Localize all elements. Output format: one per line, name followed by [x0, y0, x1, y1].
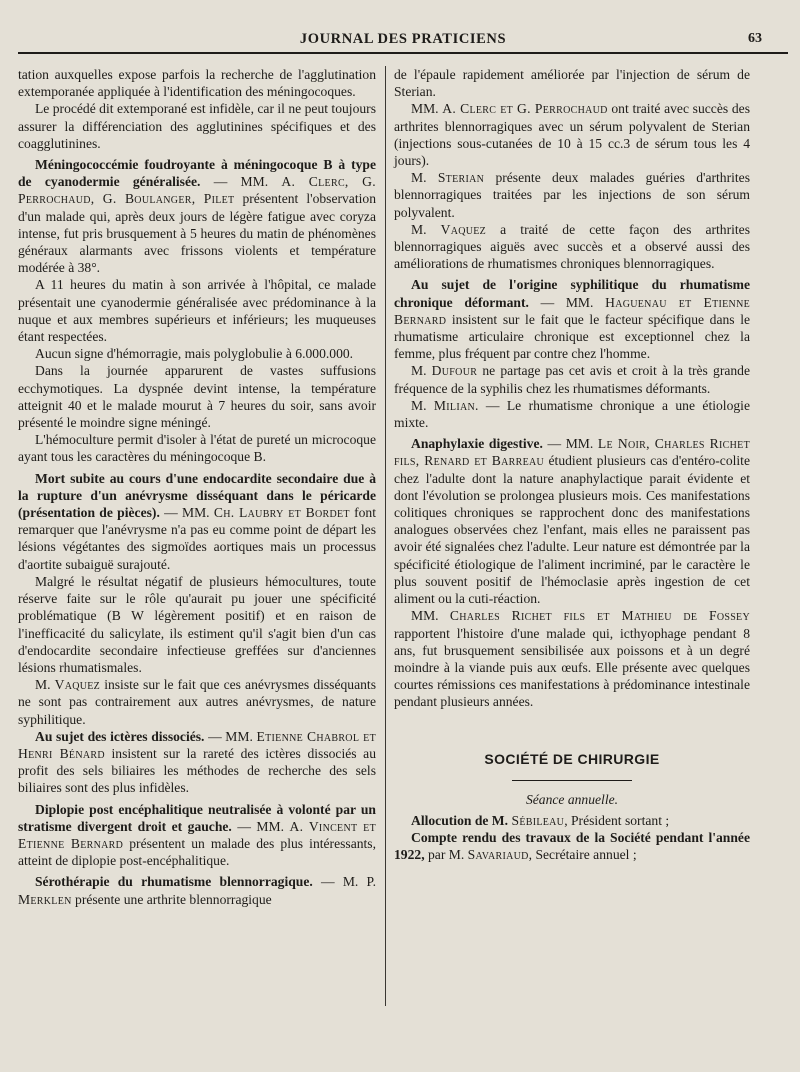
paragraph: Le procédé dit extemporané est infidèle, car il ne peut toujours assurer la différenciation des agglutinines spécifiques et des coagglutinines. [18, 101, 376, 151]
paragraph [394, 397, 750, 431]
communication-title: Anaphylaxie digestive. [411, 436, 543, 452]
authors: Vaquez [440, 221, 487, 237]
communication-title: Diplopie post encéphalitique neutralisée à volonté par un stratisme divergent droit et gauche. [18, 801, 376, 834]
paragraph [18, 676, 376, 728]
authors: Etienne Chabrol et Henri Bénard [18, 728, 376, 761]
paragraph [394, 362, 750, 396]
communication-title: Au sujet des ictères dissociés. [35, 728, 205, 744]
paragraph: tation auxquelles expose parfois la recherche de l'agglutination extemporanée appliquée à l'identification des méningocoques. [18, 67, 376, 100]
divider [512, 780, 632, 781]
authors: Dufour [431, 363, 478, 379]
paragraph: Malgré le résultat négatif de plusieurs hémocultures, toute réserve faite sur le rôle qu'aurait pu jouer une spécificité problématique (B W légèrement positif) et en raison de l'inefficacité du salicylate, ils estiment qu'il s'agit bien d'un cas d'endocardite secondaire infectieuse greffées sur d'anciennes lésions rhumatismales. [18, 573, 376, 675]
agenda-item [394, 812, 750, 829]
communication-icteres [18, 728, 376, 797]
communication-text: présentent un malade des plus intéressants, atteint de diplopie post-encéphalitique. [18, 835, 376, 869]
prefix-text: M. [411, 397, 434, 413]
communication-text: ont traité avec succès des arthrites blennorragiques avec un sérum polyvalent de Sterian (injections sous-cutanées de 10 à 15 cc.3 de sérum tous les 4 jours). [394, 101, 750, 169]
session-title: Séance annuelle. [525, 791, 619, 807]
communication-anaphylaxie [394, 435, 750, 607]
dash-text: — MM. [200, 174, 282, 190]
communication-text: a traité de cette façon des arthrites blennorragiques aiguës avec succès et a observé aussi des améliorations de rhumatismes chroniques blennorragiques. [394, 221, 750, 272]
suffix-text: , Président sortant ; [564, 812, 670, 828]
communication-text: présente une arthrite blennorragique [71, 891, 272, 907]
agenda-title: Compte rendu des travaux de la Société pendant l'année 1922, [394, 830, 750, 863]
paragraph [394, 221, 750, 273]
paragraph: L'hémoculture permit d'isoler à l'état de pureté un microcoque ayant tous les caractères du méningocoque B. [18, 432, 376, 465]
communication-text: ne partage pas cet avis et croit à la très grande fréquence de la syphilis chez les rhumatismes déformants. [394, 363, 751, 396]
communication-text: présentent l'observation d'un malade qui, après deux jours de légère fatigue avec coryza intense, fut pris brusquement à 5 heures du matin de phénomènes généraux alarmants avec frissons violents et température modérée à 38°. [18, 191, 376, 276]
dash-text: — M. P. [312, 874, 376, 890]
communication-title: Sérothérapie du rhumatisme blennorragique. [35, 874, 313, 890]
communication-text: insistent sur la rareté des ictères dissociés au profit des sels biliaires les méthodes de recherche des sels biliaires sont des plus infidèles. [18, 745, 376, 796]
communication-rhumatisme-deformant [394, 276, 750, 362]
column-divider [385, 66, 386, 1006]
communication-title: Méningococcémie foudroyante à méningocoque B à type de cyanodermie généralisée. [18, 157, 376, 190]
communication-text: insiste sur le fait que ces anévrysmes disséquants ne sont pas contrairement aux autres anévrysmes, de nature syphilitique. [18, 677, 376, 727]
paragraph [394, 100, 750, 169]
page-number: 63 [748, 31, 762, 46]
prefix-text: Allocution de M. [411, 812, 512, 828]
authors: Haguenau et Etienne Bernard [394, 294, 751, 327]
prefix-text: M. [35, 677, 55, 693]
paragraph: de l'épaule rapidement améliorée par l'injection de sérum de Sterian. [394, 67, 750, 100]
section-title: SOCIÉTÉ DE CHIRURGIE [484, 750, 660, 767]
authors: A. Clerc, G. Perrochaud, G. Boulanger, Pilet [18, 174, 376, 207]
authors: A. Clerc et G. Perrochaud [442, 101, 608, 117]
communication-text: insistent sur le fait que le facteur spécifique dans le rhumatisme articulaire chronique est exceptionnel chez la femme, plus fréquent par contre chez l'homme. [394, 311, 750, 362]
paragraph [394, 169, 750, 221]
authors: Vaquez [54, 677, 101, 693]
dash-text: — MM. [159, 505, 214, 521]
right-column [394, 66, 750, 864]
communication-serotherapie [18, 873, 376, 907]
suffix-text: , Secrétaire annuel ; [528, 847, 637, 863]
prefix-text: MM. [411, 608, 450, 624]
prefix-text: M. [411, 363, 432, 379]
communication-text: présente deux malades guéries d'arthrites blennorragiques traitées par les injections de son sérum polyvalent. [394, 170, 750, 220]
communication-diplopie [18, 801, 376, 870]
dash-text: — MM. [542, 436, 598, 452]
communication-text: . — Le rhumatisme chronique a une étiologie mixte. [394, 397, 750, 431]
running-header [18, 30, 788, 54]
paragraph: A 11 heures du matin à son arrivée à l'hôpital, ce malade présentait une cyanodermie généralisée avec prédominance à la nuque et aux membres supérieurs et inférieurs; les muqueuses étant respectées. [18, 277, 376, 345]
authors: Merklen [18, 891, 72, 907]
authors: Savariaud [467, 847, 529, 863]
prefix-text: MM. [411, 101, 443, 117]
dash-text: — MM. [231, 818, 290, 834]
dash-text: — MM. [528, 294, 606, 310]
paragraph: Aucun signe d'hémorragie, mais polyglobulie à 6.000.000. [35, 346, 354, 362]
communication-title: Mort subite au cours d'une endocardite secondaire due à la rupture d'un anévrysme disséquant dans le péricarde (présentation de pièces). [18, 470, 376, 521]
prefix-text: M. [411, 170, 438, 186]
communication-meningococcemie [18, 156, 376, 276]
communication-text: étudient plusieurs cas d'entéro-colite chez l'adulte dont la nature anaphylactique parait évidente et dont l'évolution se prolongea plusieurs mois. Ces manifestations colitiques chroniques se rapprochent donc des manifestations analogues observées chez l'enfant, mais elles ne paraissent pas avoir été signalées chez l'adulte. Leur nature est démontrée par la spécificité étiologique de l'aliment incriminé, par le caractère le plus souvent positif de l'hémoclasie après ingestion de cet aliment ou la cuti-réaction. [394, 453, 750, 607]
journal-title: JOURNAL DES PRATICIENS [299, 31, 507, 47]
authors: Le Noir, Charles Richet fils, Renard et Barreau [394, 436, 750, 469]
left-column [18, 66, 376, 908]
prefix-text: M. [411, 221, 441, 237]
authors: A. Vincent et Etienne Bernard [18, 818, 376, 851]
paragraph [394, 607, 750, 710]
communication-text: font remarquer que l'anévrysme n'a pas eu comme point de départ les lésions végétantes des sigmoïdes aortiques mais un processus d'aortite subaiguë surajouté. [18, 505, 376, 572]
authors: Ch. Laubry et Bordet [213, 505, 350, 521]
communication-text: rapportent l'histoire d'une malade qui, icthyophage pendant 8 ans, fut brusquement sensibilisée aux poissons et à un degré moindre à la viande puis aux œufs. Elle présente avec quelques courtes rémissions ces manifestations à prédominance intestinale pendant plusieurs années. [394, 625, 750, 710]
agenda-item [394, 829, 750, 863]
authors: Sterian [437, 170, 485, 186]
paragraph: Dans la journée apparurent de vastes suffusions ecchymotiques. La dyspnée devint intense, la température atteignit 40 et le malade mourut à 7 heures du soir, sans avoir présenté le moindre signe méningé. [18, 363, 376, 431]
communication-mort-subite [18, 470, 376, 573]
authors: Sébileau [511, 812, 565, 828]
prefix-text: par M. [424, 847, 468, 863]
authors: Milian [433, 397, 476, 413]
authors: Charles Richet fils et Mathieu de Fossey [449, 608, 750, 624]
dash-text: — MM. [204, 728, 257, 744]
communication-title: Au sujet de l'origine syphilitique du rhumatisme chronique déformant. [394, 277, 750, 310]
